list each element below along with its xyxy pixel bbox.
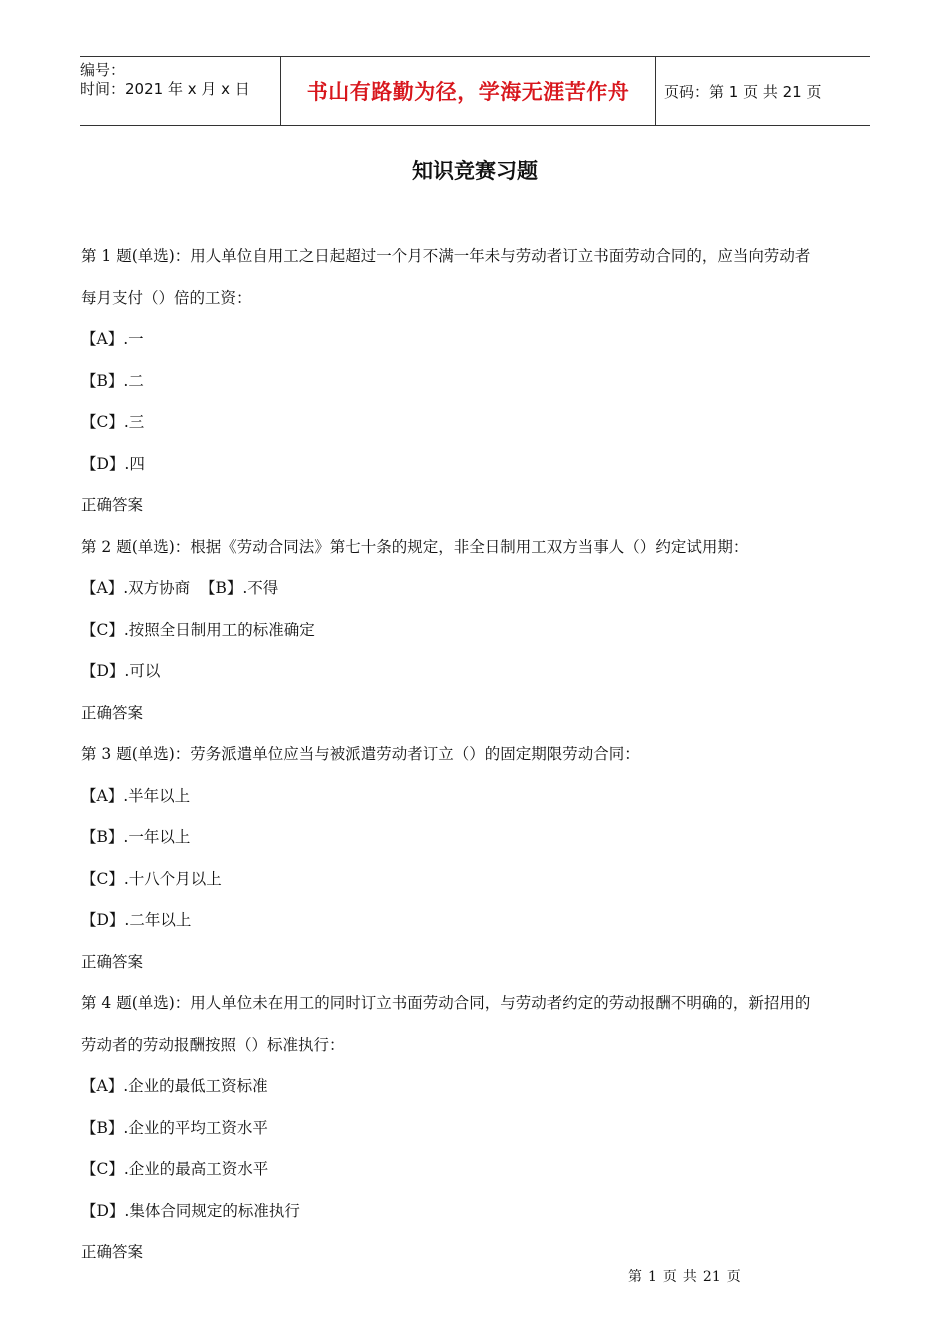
question-text: 每月支付（）倍的工资： — [81, 288, 252, 307]
document-title: 知识竞赛习题 — [412, 159, 538, 183]
footer-current-page: 1 — [648, 1269, 657, 1285]
question-block — [81, 236, 871, 527]
footer-prefix: 第 — [628, 1269, 642, 1285]
answer-option: 【D】.二年以上 — [81, 911, 192, 929]
answer-option: 【D】.可以 — [81, 662, 161, 680]
question-text: 第 4 题(单选)：用人单位未在用工的同时订立书面劳动合同，与劳动者约定的劳动报酬不明确的，新招用的 — [81, 994, 811, 1012]
correct-answer-label: 正确答案 — [81, 1243, 144, 1261]
footer-page-word: 页 — [662, 1269, 677, 1285]
question-text: 第 3 题(单选)：劳务派遣单位应当与被派遣劳动者订立（）的固定期限劳动合同： — [81, 745, 640, 763]
answer-option: 【C】.按照全日制用工的标准确定 — [81, 620, 315, 639]
header-page-info: 页码：第 1 页 共 21 页 — [664, 82, 822, 101]
page-header — [80, 56, 870, 126]
document-time: 时间：2021 年 x 月 x 日 — [80, 80, 250, 98]
header-motto-cell — [280, 57, 656, 125]
page-footer — [625, 1266, 744, 1286]
correct-answer-label: 正确答案 — [81, 703, 144, 722]
question-text: 第 2 题(单选)：根据《劳动合同法》第七十条的规定，非全日制用工双方当事人（）约定试用期： — [81, 537, 749, 556]
question-text: 劳动者的劳动报酬按照（）标准执行： — [81, 1035, 345, 1054]
answer-option: 【C】.三 — [81, 413, 145, 431]
header-meta — [80, 57, 280, 129]
question-block — [81, 983, 871, 1274]
question-block — [81, 734, 871, 983]
question-list — [81, 236, 871, 1274]
footer-total-prefix: 共 — [682, 1269, 697, 1285]
footer-total-pages: 21 — [702, 1269, 721, 1285]
answer-option: 【D】.四 — [81, 454, 145, 473]
answer-option: 【C】.十八个月以上 — [81, 869, 222, 888]
answer-option: 【A】.半年以上 — [81, 786, 191, 805]
answer-option: 【A】.一 — [81, 330, 144, 348]
footer-suffix: 页 — [726, 1269, 741, 1285]
document-number-label: 编号： — [80, 61, 126, 79]
correct-answer-label: 正确答案 — [81, 496, 144, 514]
correct-answer-label: 正确答案 — [81, 952, 144, 971]
answer-option: 【C】.企业的最高工资水平 — [81, 1160, 269, 1178]
answer-option: 【A】.双方协商 【B】.不得 — [81, 579, 279, 597]
answer-option: 【B】.企业的平均工资水平 — [81, 1118, 268, 1137]
answer-option: 【B】.二 — [81, 371, 144, 390]
answer-option: 【D】.集体合同规定的标准执行 — [81, 1201, 300, 1220]
question-text: 第 1 题(单选)：用人单位自用工之日起超过一个月不满一年未与劳动者订立书面劳动合同的，应当向劳动者 — [81, 247, 811, 265]
answer-option: 【B】.一年以上 — [81, 828, 191, 846]
header-motto: 书山有路勤为径，学海无涯苦作舟 — [306, 80, 630, 104]
answer-option: 【A】.企业的最低工资标准 — [81, 1077, 268, 1095]
question-block — [81, 527, 871, 735]
